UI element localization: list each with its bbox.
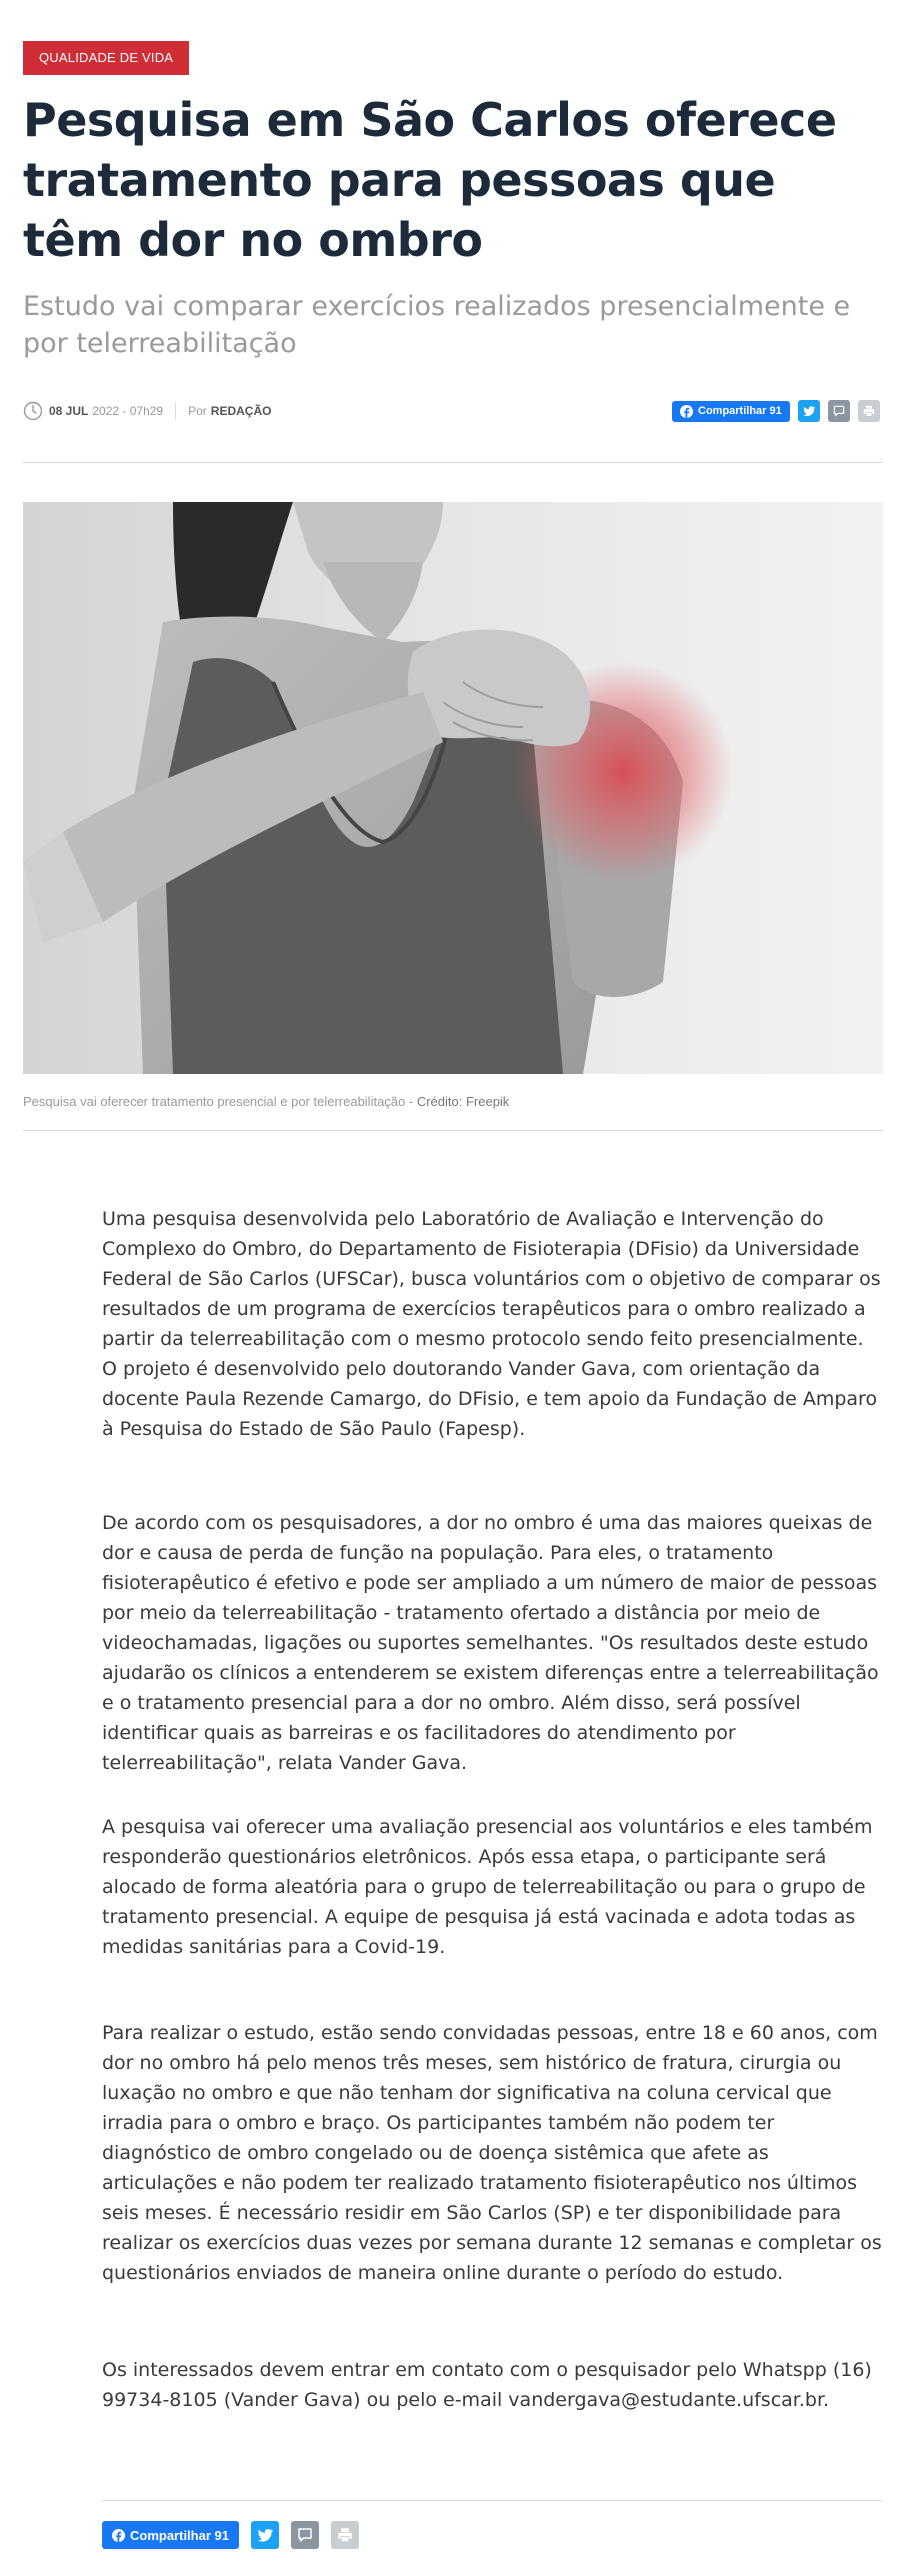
- facebook-share-button[interactable]: [672, 401, 790, 422]
- share-bar-top: [672, 400, 880, 422]
- image-credit: Crédito: Freepik: [416, 1094, 510, 1109]
- print-icon: [336, 2526, 354, 2544]
- print-button-bottom[interactable]: [331, 2521, 359, 2549]
- featured-image[interactable]: [23, 502, 883, 1074]
- article-subtitle: Estudo vai comparar exercícios realizados presencialmente e por telerreabilitação: [23, 291, 851, 359]
- author-prefix: Por: [188, 404, 207, 418]
- facebook-share-label-bottom: Compartilhar 91: [130, 2527, 229, 2543]
- facebook-icon: [680, 405, 693, 418]
- twitter-share-button[interactable]: [798, 400, 820, 422]
- caption-divider: [23, 1130, 883, 1131]
- footer-divider: [102, 2500, 882, 2501]
- article-paragraph-1: Uma pesquisa desenvolvida pelo Laboratório de Avaliação e Intervenção do Complexo do Ombro, do Departamento de Fisioterapia (DFisio) da Universidade Federal de São Carlos (UFSCar), busca voluntários com o objetivo de comparar os resultados de um programa de exercícios terapêuticos para o ombro realizado a partir da telerreabilitação com o mesmo protocolo sendo feito presencialmente. O projeto é desenvolvido pelo doutorando Vander Gava, com orientação da docente Paula Rezende Camargo, do DFisio, e tem apoio da Fundação de Amparo à Pesquisa do Estado de São Paulo (Fapesp).: [102, 1208, 881, 1440]
- twitter-icon: [802, 404, 816, 418]
- facebook-icon: [112, 2529, 125, 2542]
- article-year-time: 2022 - 07h29: [92, 404, 164, 418]
- article-paragraph-2: De acordo com os pesquisadores, a dor no ombro é uma das maiores queixas de dor e causa de perda de função na população. Para eles, o tratamento fisioterapêutico é efetivo e pode ser ampliado a um número de maior de pessoas por meio da telerreabilitação - tratamento ofertado a distância por meio de videochamadas, ligações ou suportes semelhantes. "Os resultados deste estudo ajudarão os clínicos a entenderem se existem diferenças entre a telerreabilitação e o tratamento presencial para a dor no ombro. Além disso, será possível identificar quais as barreiras e os facilitadores do atendimento por telerreabilitação", relata Vander Gava.: [102, 1512, 879, 1774]
- meta-divider: [175, 402, 176, 420]
- clock-icon: [23, 401, 43, 421]
- shoulder-pain-photo: [23, 502, 883, 1074]
- article-date: 08 JUL: [49, 404, 89, 418]
- twitter-share-button-bottom[interactable]: [251, 2521, 279, 2549]
- comment-button-bottom[interactable]: [291, 2521, 319, 2549]
- category-tag[interactable]: QUALIDADE DE VIDA: [23, 41, 189, 75]
- print-icon: [862, 404, 876, 418]
- article-paragraph-5: Os interessados devem entrar em contato com o pesquisador pelo Whatspp (16) 99734-8105 (Vander Gava) ou pelo e-mail vandergava@estudante.ufscar.br.: [102, 2359, 872, 2411]
- twitter-icon: [256, 2526, 274, 2544]
- image-caption-text: Pesquisa vai oferecer tratamento presencial e por telerreabilitação -: [23, 1094, 417, 1109]
- image-caption: [23, 1094, 883, 1109]
- header-divider: [23, 462, 883, 463]
- share-bar-bottom: [102, 2521, 359, 2549]
- article-paragraph-3: A pesquisa vai oferecer uma avaliação presencial aos voluntários e eles também responderão questionários eletrônicos. Após essa etapa, o participante será alocado de forma aleatória para o grupo de telerreabilitação ou para o grupo de tratamento presencial. A equipe de pesquisa já está vacinada e adota todas as medidas sanitárias para a Covid-19.: [102, 1816, 873, 1958]
- comment-icon: [296, 2526, 314, 2544]
- article-author[interactable]: REDAÇÃO: [210, 404, 272, 418]
- print-button[interactable]: [858, 400, 880, 422]
- article-paragraph-4: Para realizar o estudo, estão sendo convidadas pessoas, entre 18 e 60 anos, com dor no ombro há pelo menos três meses, sem histórico de fratura, cirurgia ou luxação no ombro e que não tenham dor significativa na coluna cervical que irradia para o ombro e braço. Os participantes também não podem ter diagnóstico de ombro congelado ou de doença sistêmica que afete as articulações e não podem ter realizado tratamento fisioterapêutico nos últimos seis meses. É necessário residir em São Carlos (SP) e ter disponibilidade para realizar os exercícios duas vezes por semana durante 12 semanas e completar os questionários enviados de maneira online durante o período do estudo.: [102, 2022, 882, 2284]
- comment-button[interactable]: [828, 400, 850, 422]
- article-title: Pesquisa em São Carlos oferece tratamento para pessoas que têm dor no ombro: [23, 93, 837, 267]
- facebook-share-label: Compartilhar 91: [698, 405, 782, 417]
- comment-icon: [832, 404, 846, 418]
- facebook-share-button-bottom[interactable]: [102, 2521, 239, 2549]
